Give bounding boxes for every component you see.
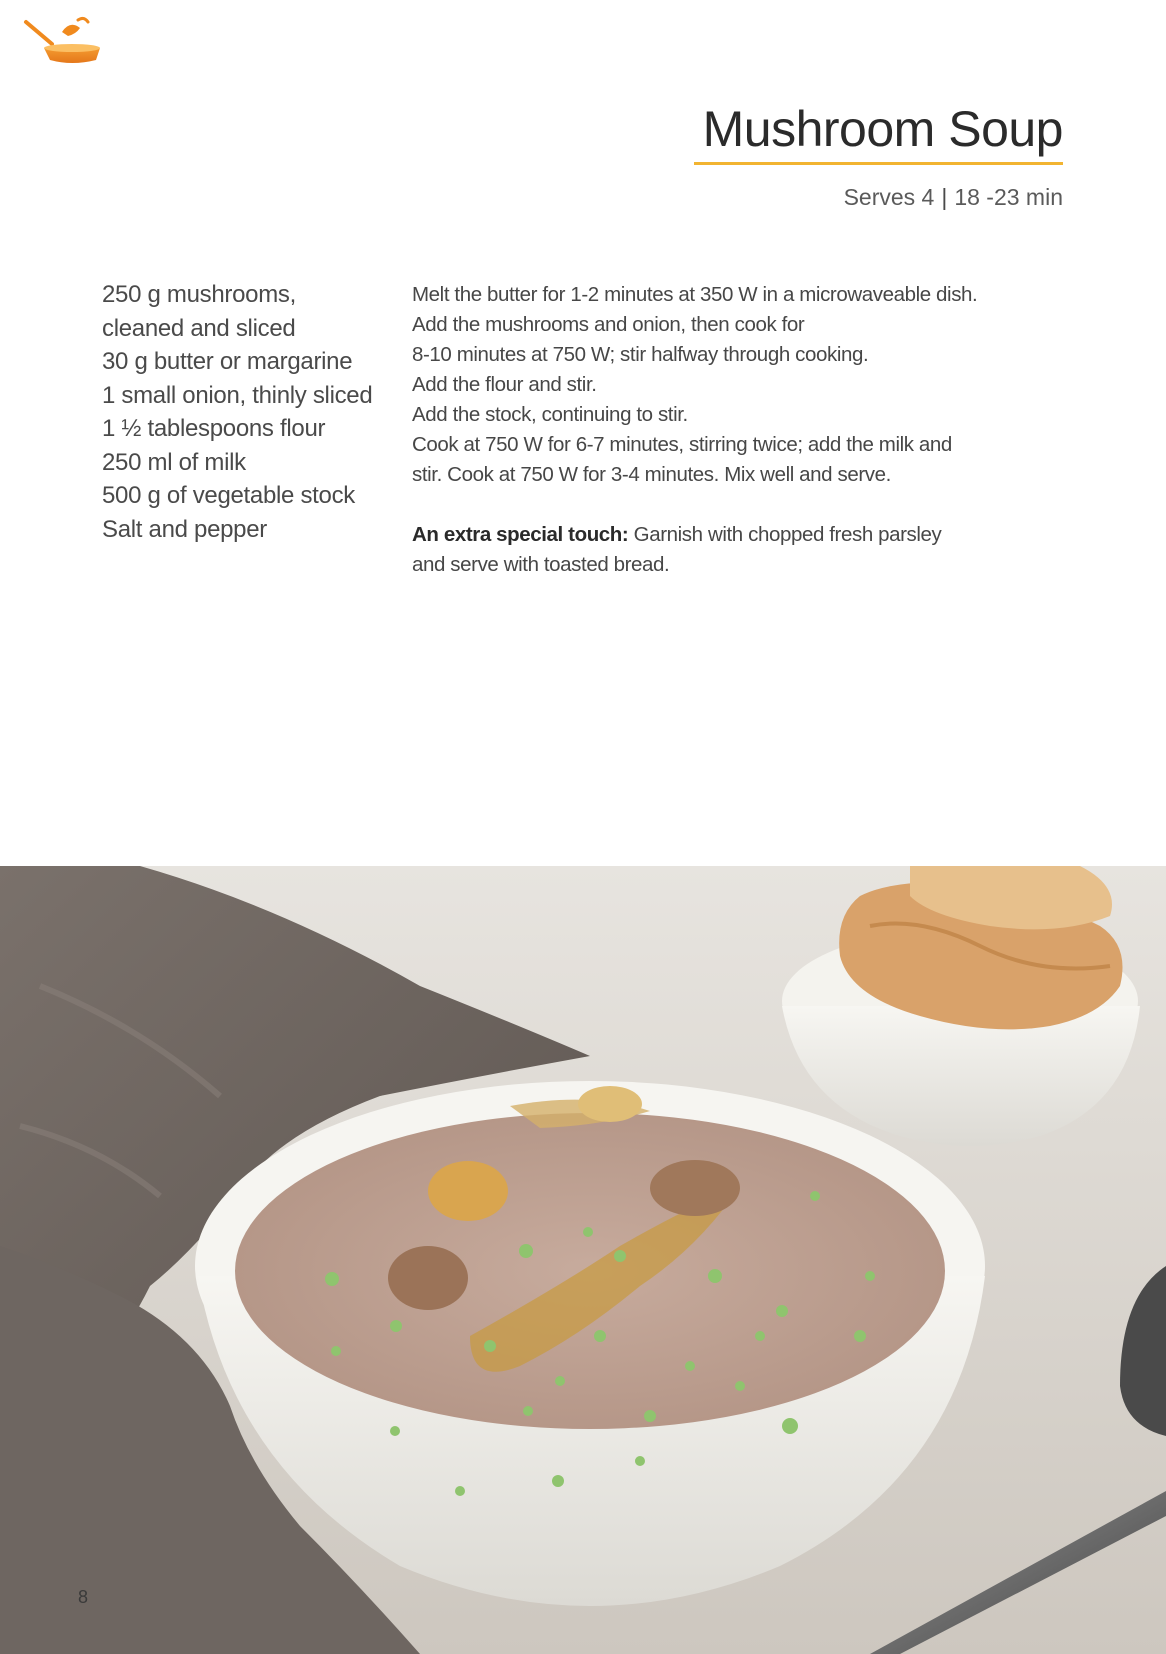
- ingredients-list: [102, 278, 402, 546]
- page-number: 8: [78, 1587, 89, 1607]
- ingredient-item: cleaned and sliced: [102, 314, 296, 342]
- tip-line: [412, 520, 1072, 550]
- ingredient-item: 1 small onion, thinly sliced: [102, 381, 373, 409]
- method-line: Melt the butter for 1-2 minutes at 350 W in a microwaveable dish.: [412, 283, 978, 306]
- method-line: Add the flour and stir.: [412, 373, 597, 396]
- title-underline: [694, 162, 1063, 165]
- meta-separator: |: [941, 184, 948, 210]
- ingredient-item: 250 g mushrooms,: [102, 281, 296, 308]
- serves-text: Serves 4: [843, 184, 935, 210]
- ingredient-item: Salt and pepper: [102, 515, 267, 543]
- ingredient-item: 250 ml of milk: [102, 448, 246, 476]
- method-line: 8-10 minutes at 750 W; stir halfway through cooking.: [412, 343, 869, 366]
- tip-label: An extra special touch:: [412, 523, 629, 546]
- ingredient-item: 500 g of vegetable stock: [102, 482, 355, 509]
- method-text: [412, 280, 1072, 580]
- frying-pan-icon: [22, 14, 106, 70]
- ingredient-item: 1 ½ tablespoons flour: [102, 415, 326, 442]
- method-line: stir. Cook at 750 W for 3-4 minutes. Mix well and serve.: [412, 463, 891, 486]
- recipe-meta: [844, 184, 1063, 211]
- serving-tip: [412, 520, 1072, 580]
- soup-photo: [0, 866, 1166, 1654]
- method-line: Add the stock, continuing to stir.: [412, 403, 688, 426]
- time-text: 18 -23 min: [954, 184, 1063, 210]
- tip-line: and serve with toasted bread.: [412, 553, 670, 576]
- method-line: Cook at 750 W for 6-7 minutes, stirring twice; add the milk and: [412, 433, 952, 456]
- ingredient-item: 30 g butter or margarine: [102, 348, 353, 375]
- tip-text: Garnish with chopped fresh parsley: [628, 523, 942, 546]
- method-line: Add the mushrooms and onion, then cook for: [412, 313, 805, 336]
- page-title: Mushroom Soup: [702, 101, 1063, 157]
